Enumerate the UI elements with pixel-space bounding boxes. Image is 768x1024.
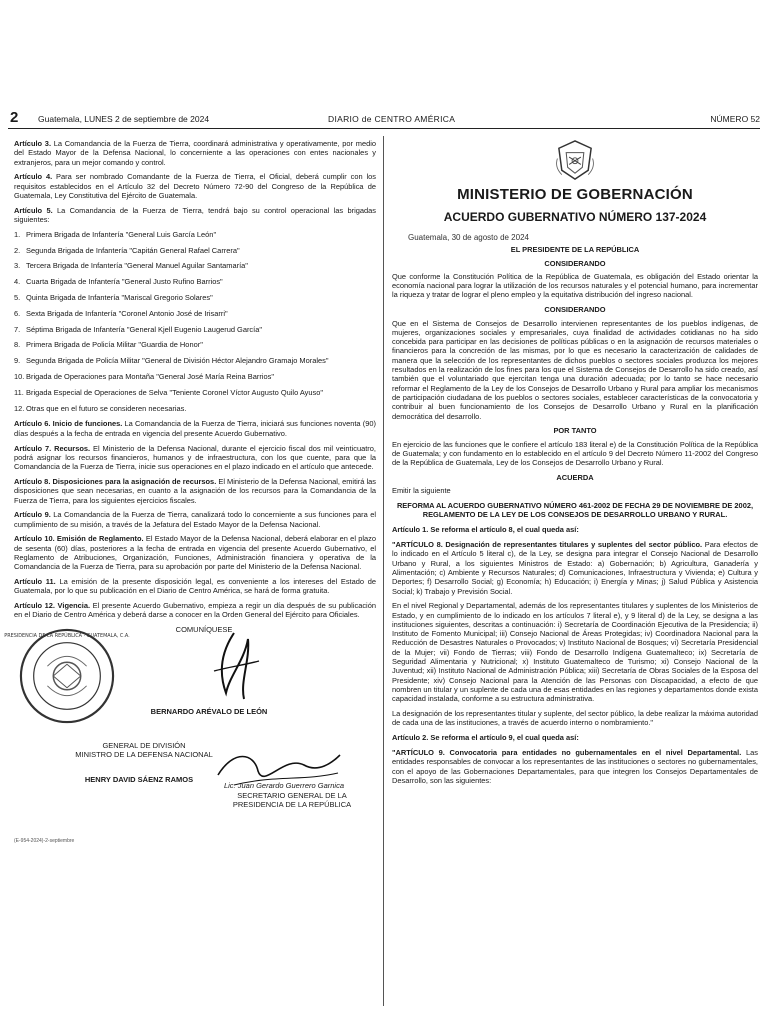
list-item: 4. Cuarta Brigada de Infantería "General Justo Rufino Barrios"	[14, 277, 223, 287]
defense-minister-title: MINISTRO DE LA DEFENSA NACIONAL	[75, 750, 213, 760]
newspaper-name: DIARIO de CENTRO AMÉRICA	[328, 114, 456, 124]
president-name: BERNARDO ARÉVALO DE LEÓN	[150, 707, 268, 717]
secretary-signed-name: Lic. Juan Gerardo Guerrero Garnica	[223, 781, 345, 791]
left-column	[4, 139, 377, 1009]
defense-minister-name: HENRY DAVID SÁENZ RAMOS	[84, 775, 194, 785]
articulo-8-paragraph-3: La designación de los representantes titular y suplente, del sector público, la debe realizar la máxima autoridad de cada una de las instituciones, a través de acuerdo interno o nombramiento."	[392, 709, 758, 728]
footnote: (E-954-2024)-2-septiembre	[14, 838, 75, 845]
acuerdo-title: ACUERDO GUBERNATIVO NÚMERO 137-2024	[443, 210, 707, 224]
column-divider	[383, 136, 384, 1006]
list-item: 11. Brigada Especial de Operaciones de Selva "Teniente Coronel Víctor Augusto Quilo Ayuso"	[14, 387, 324, 397]
reforma-title: REFORMA AL ACUERDO GUBERNATIVO NÚMERO 461-2002 DE FECHA 29 DE NOVIEMBRE DE 2002, REGLAMENTO DE LA LEY DE LOS CONSEJOS DE DESARROLLO URBANO Y RURAL.	[396, 501, 754, 520]
por-tanto-heading: POR TANTO	[553, 426, 597, 436]
article-4: Artículo 4. Para ser nombrado Comandante de la Fuerza de Tierra, el Oficial, deberá cumplir con los requisitos establecidos en el Artículo 32 del Decreto Número 72-90 del Congreso de la República de Guatemala, Ley Constitutiva del Ejército de Guatemala.	[14, 172, 376, 200]
articulo-8-text: "ARTÍCULO 8. Designación de representantes titulares y suplentes del sector público. Para efectos de lo indicado en el Artículo 5 literal c), de la Ley, se designa para integrar el Consejo Nacional de Desarrollo Urbano y Rural, a los siguientes Ministros de Estado: a) Gobernación; b) Agricultura, Ganadería y Alimentación; c) Ambiente y Recursos Naturales; d) Comunicaciones, Infraestructura y Vivienda; e) Cultura y Deportes; f) Desarrollo Social; g) Economía; h) Educación; i) Energía y Minas; j) Salud Pública y Asistencia Social; k) Trabajo y Previsión Social.	[392, 540, 758, 596]
articulo-8-paragraph-2: En el nivel Regional y Departamental, además de los representantes titulares y suplentes de los Ministerios de Estado, y en cumplimiento de lo indicado en los artículos 7 literal e), y 9 literal d) de la Ley, se designa a las instituciones siguientes, descritas a continuación: i) Secretaría de Coordinación Ejecutiva de la Presidencia; ii) Instituto de Fomento Municipal; iii) Consejo Nacional de Áreas Protegidas; iv) Coordinadora Nacional para la Reducción de Desastres Naturales o Provocados; v) Instituto Nacional de Bosques; vi) Secretaría Presidencial de la Mujer; vii) Fondo de Tierras; viii) Fondo de Desarrollo Indígena Guatemalteco; ix) Secretaría de Seguridad Alimentaria y Nutricional; x) Instituto Guatemalteco de Turismo; xi) Consejo Nacional de la Juventud; xii) Instituto Nacional de Administración Pública; xiii) Secretaría de Obras Sociales de la Esposa del Presidente; xiv) Consejo Nacional para la Atención de las Personas con Discapacidad, a efecto de que nombren un titular y un suplente de cada una de esas entidades en las regiones y departamentos donde exista capacidad instalada, conforme a su estructura administrativa.	[392, 601, 758, 704]
article-5: Artículo 5. La Comandancia de la Fuerza de Tierra, tendrá bajo su control operacional las brigadas siguientes:	[14, 205, 376, 225]
list-item: 2. Segunda Brigada de Infantería "Capitán General Rafael Carrera"	[14, 245, 240, 255]
emitir-text: Emitir la siguiente	[392, 486, 451, 496]
article-12: Artículo 12. Vigencia. El presente Acuerdo Gubernativo, empieza a regir un día después de su publicación en el Diario de Centro América y deberá darse a conocer en la Orden General del Ejército para Oficiales.	[14, 601, 376, 620]
considerando-heading-2: CONSIDERANDO	[544, 305, 606, 315]
president-signature-icon	[204, 631, 264, 701]
articulo-9-text: "ARTÍCULO 9. Convocatoria para entidades no gubernamentales en el nivel Departamental. Las entidades responsables de convocar a los representantes de las instituciones o sectores no gubernamentales, con el apoyo de las Gobernaciones Departamentales, para que integren los Consejos Departamentales de Desarrollo, son las siguientes:	[392, 747, 758, 785]
header-date: Guatemala, LUNES 2 de septiembre de 2024	[38, 114, 210, 124]
list-item: 5. Quinta Brigada de Infantería "Mariscal Gregorio Solares"	[14, 293, 213, 303]
secretary-title: SECRETARIO GENERAL DE LA PRESIDENCIA DE LA REPÚBLICA	[232, 791, 352, 810]
list-item: 1. Primera Brigada de Infantería "General Luis García León"	[14, 229, 217, 239]
article-8: Artículo 8. Disposiciones para la asignación de recursos. El Ministerio de la Defensa Nacional, emitirá las disposiciones que sean necesarias, en cuanto a la asignación de los recursos para la Comandancia de la Fuerza de Tierra, para los siguientes ejercicios fiscales.	[14, 476, 376, 505]
list-item: 3. Tercera Brigada de Infantería "General Manuel Aguilar Santamaría"	[14, 261, 248, 271]
considerando-text-1: Que conforme la Constitución Política de la República de Guatemala, es obligación del Estado orientar la economía nacional para lograr la utilización de los recursos naturales y el potencial humano, para incrementar la riqueza y tratar de lograr el pleno empleo y la equitativa distribución del ingreso nacional.	[392, 271, 758, 300]
list-item: 7. Séptima Brigada de Infantería "General Kjell Eugenio Laugerud García"	[14, 324, 262, 334]
place-date: Guatemala, 30 de agosto de 2024	[408, 233, 529, 242]
general-rank: GENERAL DE DIVISIÓN	[102, 741, 186, 751]
brigade-list	[14, 230, 376, 413]
comuniquese: COMUNÍQUESE	[175, 625, 233, 635]
page-number: 2	[10, 109, 19, 126]
article-2-heading: Artículo 2. Se reforma el artículo 9, el cual queda así:	[392, 733, 579, 743]
list-item: 9. Segunda Brigada de Policía Militar "General de División Héctor Alejandro Gramajo Morales"	[14, 356, 329, 366]
list-item: 6. Sexta Brigada de Infantería "Coronel Antonio José de Irisarri"	[14, 308, 228, 318]
header-rule	[8, 128, 760, 129]
coat-of-arms-icon	[553, 138, 597, 182]
article-10: Artículo 10. Emisión de Reglamento. El Estado Mayor de la Defensa Nacional, deberá elaborar en el plazo de sesenta (60) días, posteriores a la fecha de entrada en vigencia del presente Acuerdo Gubernativo, el Reglamento de Atribuciones, Organización, Funciones, Administración financiera y operativa de la Comandancia de la Fuerza de Tierra, para su aprobación por parte del Ministerio de la Defensa Nacional.	[14, 534, 376, 572]
considerando-text-2: Que en el Sistema de Consejos de Desarrollo intervienen representantes de los pueblos indígenas, de mujeres, organizaciones sociales y empresariales, cuya finalidad de actividades cotidianas no ha sido concebida para participar en las decisiones de políticas públicas o en la asignación de recursos materiales o financieros para la concreción de las mismas, por lo que es necesario la caracterización de calidades de manera que la selección de los representantes de dichos pueblos o sectores sociales produzca los mejores resultados en la realización de los fines para los que el Sistema de Consejos de Desarrollo ha sido creado, así también que el voluntariado que ejercitan tenga una duración adecuada; por lo tanto se hace necesario reformar el Reglamento de la Ley de los Consejos de Desarrollo Urbano y Rural para ampliar los mecanismos de participación ciudadana de los pueblos o sectores sociales, establecer características de la convocatoria y contribuir al buen funcionamiento de los Consejos de Desarrollo Urbano y Rural en la planificación democrática del desarrollo.	[392, 318, 758, 421]
article-6: Artículo 6. Inicio de funciones. La Comandancia de la Fuerza de Tierra, iniciará sus funciones noventa (90) días después a la fecha de entrada en vigencia del presente Acuerdo Gubernativo.	[14, 419, 376, 438]
article-11: Artículo 11. La emisión de la presente disposición legal, es conveniente a los intereses del Estado de Guatemala, por lo que su publicación en el Diario de Centro América, se hará de forma gratuita.	[14, 577, 376, 596]
right-column	[392, 136, 758, 1016]
list-item: 12. Otras que en el futuro se consideren necesarias.	[14, 403, 187, 413]
ministry-title: MINISTERIO DE GOBERNACIÓN	[457, 186, 693, 203]
article-1-heading: Artículo 1. Se reforma el artículo 8, el cual queda así:	[392, 525, 579, 535]
list-item: 8. Primera Brigada de Policía Militar "Guardia de Honor"	[14, 340, 203, 350]
presidency-stamp-icon	[4, 627, 130, 725]
considerando-heading-1: CONSIDERANDO	[544, 258, 606, 268]
article-9: Artículo 9. La Comandancia de la Fuerza de Tierra, canalizará todo lo concerniente a sus funciones para el cumplimiento de su misión, a través de la Jefatura del Estado Mayor de la Defensa Nacional.	[14, 510, 377, 529]
list-item: 10. Brigada de Operaciones para Montaña "General José María Reina Barrios"	[14, 372, 274, 382]
issue-number: NÚMERO 52	[710, 114, 760, 124]
por-tanto-text: En ejercicio de las funciones que le confiere el artículo 183 literal e) de la Constitución Política de la República de Guatemala; y con fundamento en lo establecido en el artículo 9 del Decreto Número 11-2002 del Congreso de la República de Guatemala, Ley de los Consejos de Desarrollo Urbano y Rural.	[392, 439, 758, 468]
stamp-text: PRESIDENCIA DE LA REPÚBLICA · GUATEMALA, C.A.	[4, 633, 130, 640]
page-header	[8, 109, 760, 126]
president-heading: EL PRESIDENTE DE LA REPÚBLICA	[510, 245, 640, 255]
acuerda-heading: ACUERDA	[556, 473, 594, 483]
signature-block	[4, 625, 376, 845]
article-7: Artículo 7. Recursos. El Ministerio de la Defensa Nacional, durante el ejercicio fiscal dos mil veinticuatro, podrá asignar los recursos financieros, humanos y de infraestructura, con los que cuente, para que la Comandancia de la Fuerza de Tierra, inicie sus operaciones en el plazo indicado en el artículo que antecede.	[14, 443, 376, 472]
article-3: Artículo 3. La Comandancia de la Fuerza de Tierra, coordinará administrativa y operativamente, por medio del Estado Mayor de la Defensa Nacional, lo concerniente a las operaciones con entes nacionales y extranjeros, para un mejor comando y control.	[14, 139, 376, 167]
